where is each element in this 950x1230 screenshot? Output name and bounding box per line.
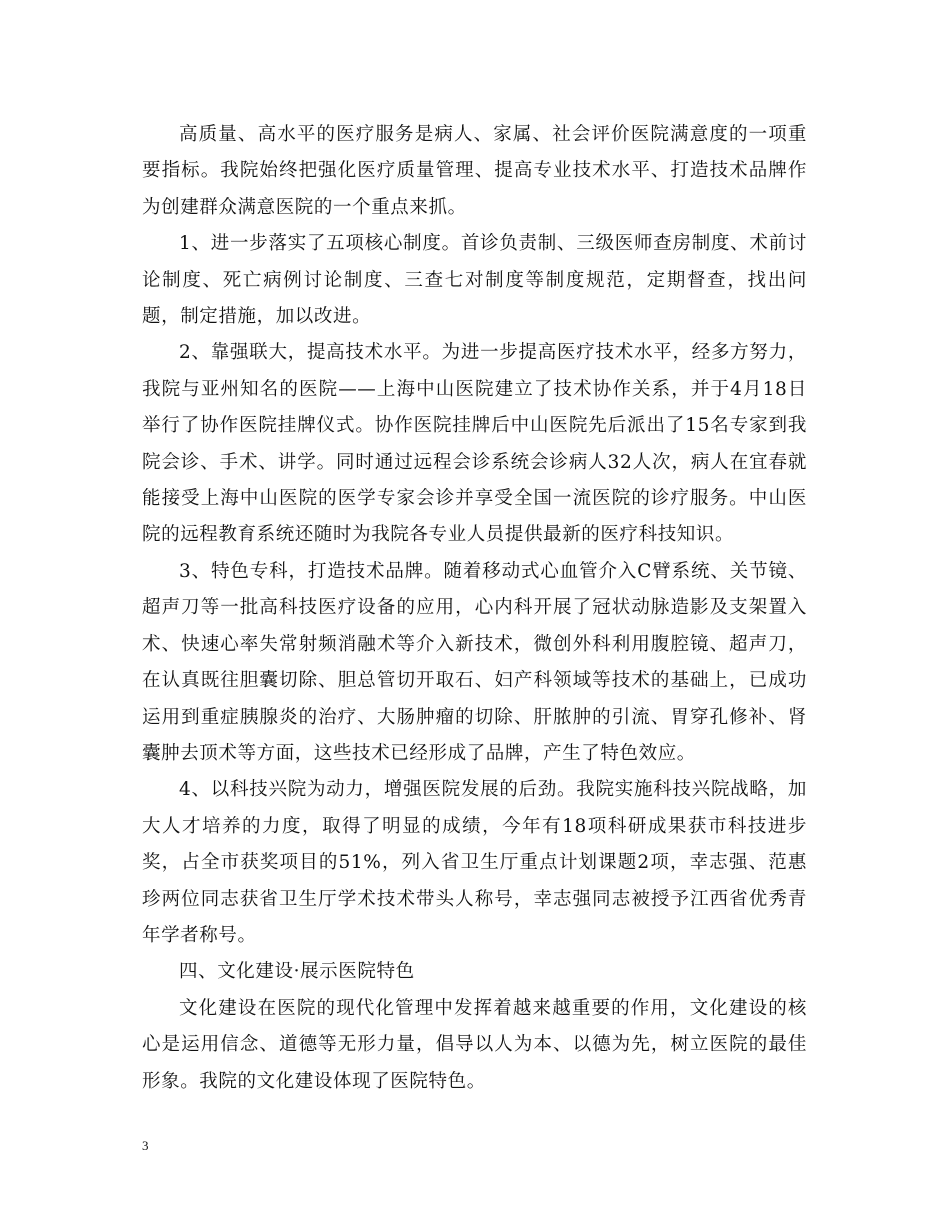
paragraph-technical-cooperation: 2、靠强联大，提高技术水平。为进一步提高医疗技术水平，经多方努力，我院与亚州知名的医院——上海中山医院建立了技术协作关系，并于4月18日举行了协作医院挂牌仪式。协作医院挂牌后中山医院先后派出了15名专家到我院会诊、手术、讲学。同时通过远程会诊系统会诊病人32人次，病人在宜春就能接受上海中山医院的医学专家会诊并享受全国一流医院的诊疗服务。中山医院的远程教育系统还随时为我院各专业人员提供最新的医疗科技知识。 <box>142 342 807 546</box>
paragraph-science-technology: 4、以科技兴院为动力，增强医院发展的后劲。我院实施科技兴院战略，加大人才培养的力度，取得了明显的成绩，今年有18项科研成果获市科技进步奖，占全市获奖项目的51%，列入省卫生厅重点计划课题2项，幸志强、范惠珍两位同志获省卫生厅学术技术带头人称号，幸志强同志被授予江西省优秀青年学者称号。 <box>142 779 807 946</box>
paragraph-intro: 高质量、高水平的医疗服务是病人、家属、社会评价医院满意度的一项重要指标。我院始终把强化医疗质量管理、提高专业技术水平、打造技术品牌作为创建群众满意医院的一个重点来抓。 <box>142 124 807 218</box>
paragraph-core-systems: 1、进一步落实了五项核心制度。首诊负责制、三级医师查房制度、术前讨论制度、死亡病例讨论制度、三查七对制度等制度规范，定期督查，找出问题，制定措施，加以改进。 <box>142 233 807 328</box>
section-heading-culture: 四、文化建设·展示医院特色 <box>179 961 415 983</box>
paragraph-culture: 文化建设在医院的现代化管理中发挥着越来越重要的作用，文化建设的核心是运用信念、道德等无形力量，倡导以人为本、以德为先，树立医院的最佳形象。我院的文化建设体现了医院特色。 <box>142 997 807 1092</box>
page-number: 3 <box>142 1138 149 1153</box>
paragraph-specialty-brand: 3、特色专科，打造技术品牌。随着移动式心血管介入C臂系统、关节镜、超声刀等一批高科技医疗设备的应用，心内科开展了冠状动脉造影及支架置入术、快速心率失常射频消融术等介入新技术，微创外科利用腹腔镜、超声刀，在认真既往胆囊切除、胆总管切开取石、妇产科领域等技术的基础上，已成功运用到重症胰腺炎的治疗、大肠肿瘤的切除、肝脓肿的引流、胃穿孔修补、肾囊肿去顶术等方面，这些技术已经形成了品牌，产生了特色效应。 <box>142 560 807 764</box>
document-body <box>142 117 807 1100</box>
